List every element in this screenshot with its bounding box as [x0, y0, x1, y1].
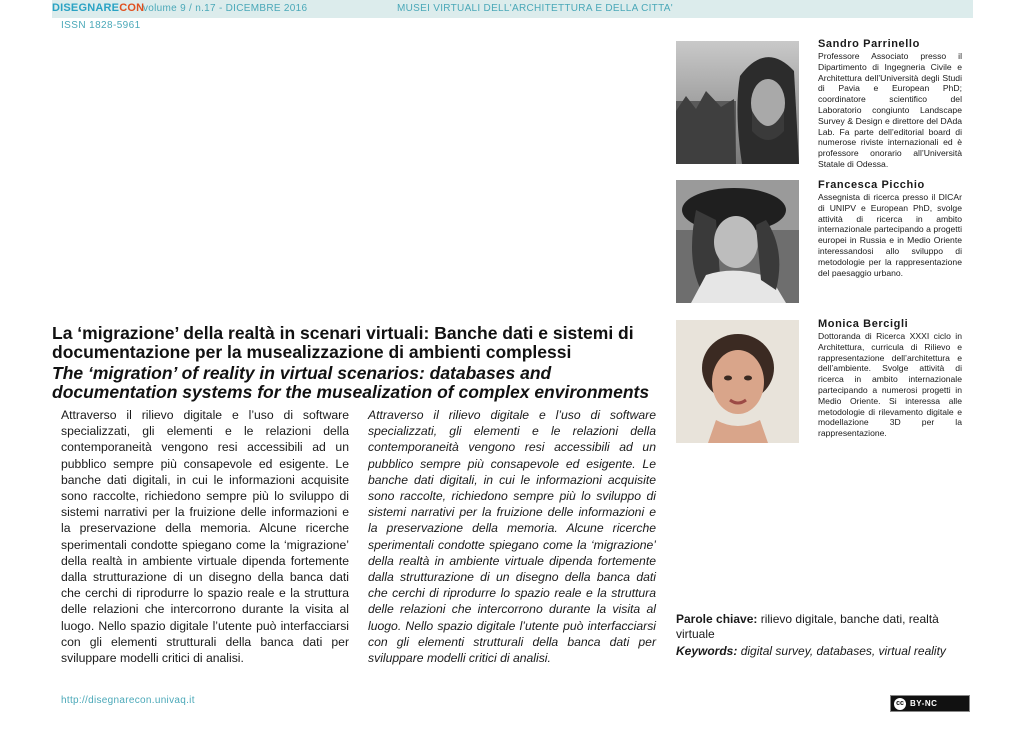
author-bio: Assegnista di ricerca presso il DICAr di UNIPV e European PhD, svolge attività di ricerca in ambito internazionale partecipando a progetti europei in Russia e in Medio Oriente interessandosi allo sviluppo di metodologie per la rappresentazione del paesaggio urbano.: [818, 192, 962, 278]
brand-part-1: DISEGNARE: [52, 2, 120, 14]
author-block-1: [818, 38, 962, 170]
license-badge[interactable]: [890, 695, 970, 712]
keywords-english: [676, 644, 966, 659]
abstract-english: Attraverso il rilievo digitale e l’uso di software specializzati, gli elementi e le relazioni della contemporaneità vengono resi accessibili ad un pubblico sempre più consapevole ed esigente. Le banche dati digitali, in cui le informazioni acquisite sono raccolte, richiedono sempre più lo sviluppo di sistemi narrativi per la fruizione delle informazioni e la preservazione della memoria. Alcune ricerche sperimentali condotte spiegano come la ‘migrazione’ della realtà in ambiente virtuale dipenda fortemente dalla strutturazione di un disegno della banca dati che cerchi di riprodurre lo spazio reale e la struttura delle relazioni che intercorrono durante la visita al luogo. Nello spazio digitale l’utente può interfacciarsi con gli elementi strutturali della banca dati per sviluppare modelli critici di analisi.: [368, 408, 656, 666]
volume-info: volume 9 / n.17 - DICEMBRE 2016: [143, 3, 308, 14]
author-block-2: [818, 179, 962, 278]
keywords-italian: [676, 612, 966, 642]
author-name: Francesca Picchio: [818, 179, 925, 191]
keywords-label: Keywords:: [676, 644, 738, 658]
brand-part-2: CON: [119, 2, 145, 14]
section-title: MUSEI VIRTUALI DELL'ARCHITETTURA E DELLA CITTA': [397, 3, 673, 14]
journal-brand: [52, 2, 144, 14]
article-title-italian: La ‘migrazione’ della realtà in scenari virtuali: Banche dati e sistemi di documentazione per la musealizzazione di ambienti complessi: [52, 323, 634, 362]
author-name: Sandro Parrinello: [818, 38, 920, 50]
article-title-english: The ‘migration’ of reality in virtual scenarios: databases and documentation systems for the musealization of complex environments: [52, 363, 650, 402]
author-photo-bercigli: [676, 320, 799, 443]
author-name: Monica Bercigli: [818, 318, 909, 330]
author-bio: Professore Associato presso il Dipartimento di Ingegneria Civile e Architettura dell’Università degli Studi di Pavia e European PhD; coordinatore scientifico del Laboratorio congiunto Landscape Survey & Design e direttore del DAda Lab. Fa parte dell’editorial board di numerose riviste internazionali ed è professore onorario all’Università Statale di Odessa.: [818, 51, 962, 169]
author-block-3: [818, 318, 962, 439]
abstract-italian: Attraverso il rilievo digitale e l’uso di software specializzati, gli elementi e le relazioni della contemporaneità vengono resi accessibili ad un pubblico sempre più consapevole ed esigente. Le banche dati digitali, in cui le informazioni acquisite sono raccolte, richiedono sempre più lo sviluppo di sistemi narrativi per la fruizione delle informazioni e la preservazione della memoria. Alcune ricerche sperimentali condotte spiegano come la ‘migrazione’ della realtà in ambiente virtuale dipenda fortemente dalla strutturazione di un disegno della banca dati che cerchi di riprodurre lo spazio reale e la struttura delle relazioni che intercorrono durante la visita al luogo. Nello spazio digitale l’utente può interfacciarsi con gli elementi strutturali della banca dati per sviluppare modelli critici di analisi.: [61, 408, 349, 666]
keywords-value: rilievo digitale, banche dati, realtà virtuale: [676, 612, 939, 641]
keywords-label: Parole chiave:: [676, 612, 758, 626]
author-photo-picchio: [676, 180, 799, 303]
issn: ISSN 1828-5961: [61, 20, 141, 31]
author-bio: Dottoranda di Ricerca XXXI ciclo in Architettura, curricula di Rilievo e rappresentazione dell’architettura e dell’ambiente. Svolge attività di ricerca in ambito internazionale partecipando a numerosi progetti in Medio Oriente. Si interessa alle metodologie di rilevamento digitale e modellazione 3D per la rappresentazione.: [818, 331, 962, 439]
creative-commons-icon: cc: [894, 698, 906, 710]
keywords-value: digital survey, databases, virtual reality: [740, 644, 946, 658]
license-text: BY-NC: [910, 699, 938, 708]
journal-url-link[interactable]: http://disegnarecon.univaq.it: [61, 695, 195, 706]
author-photo-parrinello: [676, 41, 799, 164]
